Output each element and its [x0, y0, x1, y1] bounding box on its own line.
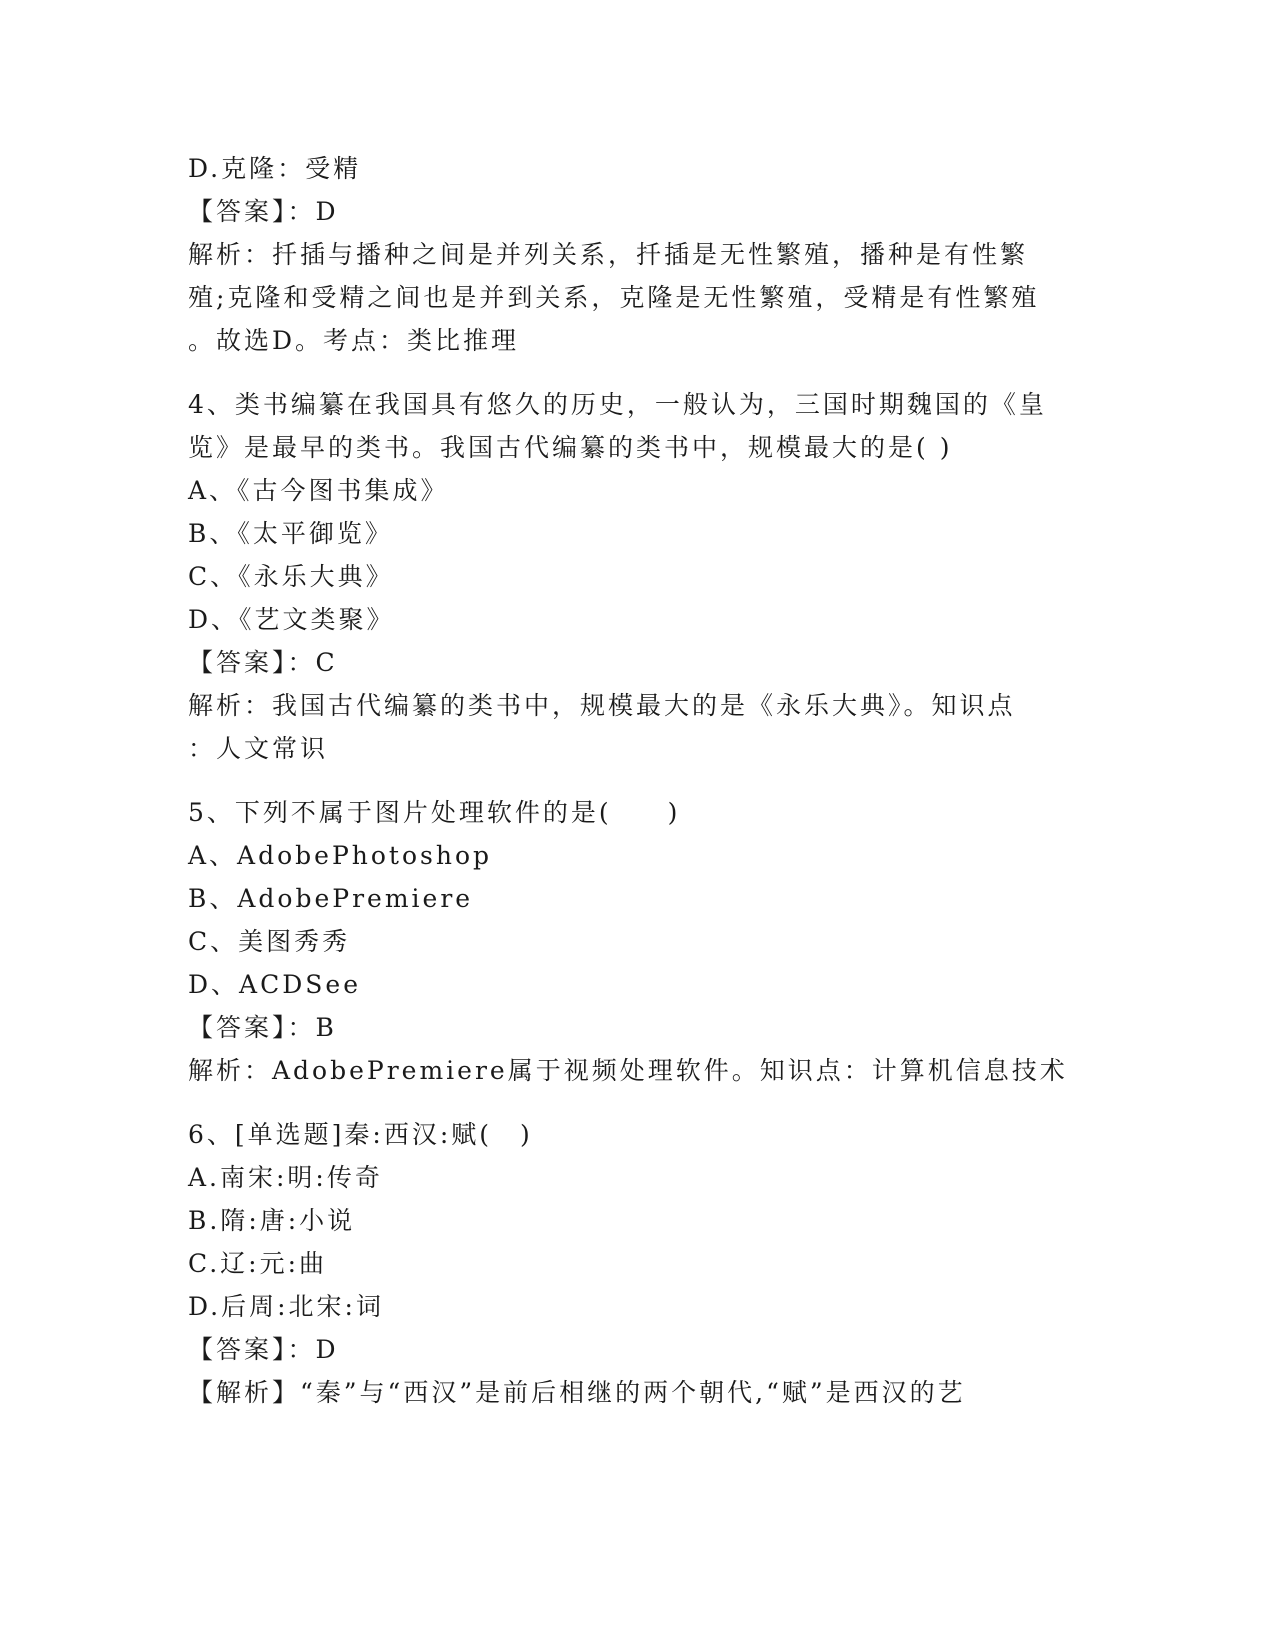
- analysis-line: 。故选D。考点：类比推理: [188, 326, 520, 355]
- spacer: [188, 770, 1068, 791]
- question-5: [188, 791, 1068, 1092]
- analysis-line: 解析：扦插与播种之间是并列关系，扦插是无性繁殖，播种是有性繁: [188, 240, 1029, 269]
- question-stem: 5、下列不属于图片处理软件的是( ): [188, 798, 681, 827]
- analysis-line: 解析：我国古代编纂的类书中，规模最大的是《永乐大典》。知识点: [188, 691, 1016, 720]
- option-b: B、AdobePremiere: [188, 884, 474, 913]
- analysis-line: ：人文常识: [188, 734, 329, 763]
- question-4: [188, 383, 1068, 770]
- option-a: A、AdobePhotoshop: [188, 841, 493, 870]
- answer-line: 【答案】：B: [188, 1013, 337, 1042]
- option-c: C.辽:元:曲: [188, 1249, 328, 1278]
- analysis-line: 殖;克隆和受精之间也是并到关系，克隆是无性繁殖，受精是有性繁殖: [188, 283, 1040, 312]
- answer-line: 【答案】：C: [188, 648, 338, 677]
- question-stem: 4、类书编纂在我国具有悠久的历史，一般认为，三国时期魏国的《皇: [188, 390, 1047, 419]
- question-6: [188, 1113, 1068, 1414]
- answer-line: 【答案】：D: [188, 197, 339, 226]
- option-c: C、美图秀秀: [188, 927, 351, 956]
- option-d: D、ACDSee: [188, 970, 361, 999]
- option-b: B.隋:唐:小说: [188, 1206, 356, 1235]
- analysis-line: 解析：AdobePremiere属于视频处理软件。知识点：计算机信息技术: [188, 1056, 1068, 1085]
- option-c: C、《永乐大典》: [188, 562, 394, 591]
- question-3-tail: [188, 147, 1068, 362]
- answer-line: 【答案】：D: [188, 1335, 339, 1364]
- option-b: B、《太平御览》: [188, 519, 393, 548]
- question-stem: 6、[单选题]秦:西汉:赋( ): [188, 1120, 533, 1149]
- spacer: [188, 1092, 1068, 1113]
- question-stem: 览》是最早的类书。我国古代编纂的类书中，规模最大的是( ): [188, 433, 953, 462]
- page-content: [188, 147, 1068, 1414]
- option-a: A.南宋:明:传奇: [188, 1163, 383, 1192]
- option-d: D.后周:北宋:词: [188, 1292, 384, 1321]
- option-d: D.克隆：受精: [188, 154, 362, 183]
- option-a: A、《古今图书集成》: [188, 476, 449, 505]
- option-d: D、《艺文类聚》: [188, 605, 395, 634]
- spacer: [188, 362, 1068, 383]
- analysis-line: 【解析】“秦”与“西汉”是前后相继的两个朝代,“赋”是西汉的艺: [188, 1378, 966, 1407]
